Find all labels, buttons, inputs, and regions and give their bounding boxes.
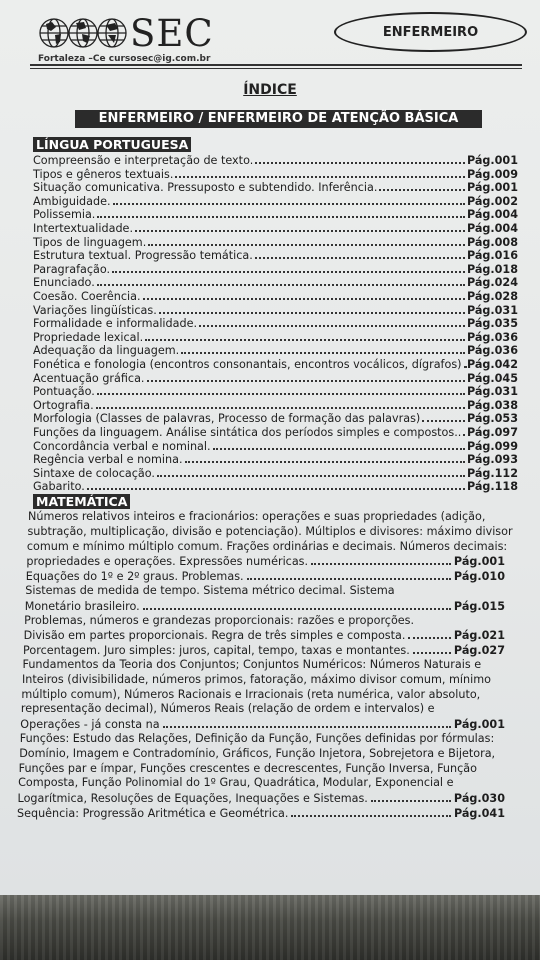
dot-leader bbox=[96, 398, 465, 409]
toc-entry-label: Problemas, números e grandezas proporcionais: razões e proporções. bbox=[24, 613, 415, 627]
toc-row bbox=[24, 628, 505, 642]
toc-row bbox=[33, 303, 518, 316]
toc-entry-page: Pág.041 bbox=[453, 807, 505, 820]
toc-row bbox=[33, 235, 518, 248]
toc-entry-label: Sistemas de medida de tempo. Sistema métrico decimal. Sistema bbox=[25, 584, 395, 597]
toc-entry-label: Porcentagem. Juro simples: juros, capital, tempo, taxas e montantes. bbox=[23, 644, 410, 658]
dot-leader bbox=[422, 411, 465, 422]
toc-entry-page: Pág.030 bbox=[453, 792, 505, 806]
dot-leader bbox=[291, 806, 450, 817]
toc-entry-label: Propriedade lexical. bbox=[33, 330, 144, 344]
toc-row bbox=[33, 221, 518, 234]
toc-entry-page: Pág.010 bbox=[453, 570, 505, 584]
dot-leader bbox=[255, 153, 465, 164]
toc-entry-label: Pontuação. bbox=[33, 385, 95, 399]
toc-row bbox=[25, 599, 505, 613]
toc-entry-page: Pág.038 bbox=[466, 398, 518, 412]
toc-row bbox=[33, 425, 518, 438]
toc-entry-label: Números relativos inteiros e fracionários: operações e suas propriedades (adição, bbox=[28, 510, 486, 523]
toc-row bbox=[23, 643, 505, 657]
toc-entry-page: Pág.045 bbox=[466, 371, 518, 385]
toc-entry-label: Funções: Estudo das Relações, Definição da Função, Funções definidas por fórmulas: bbox=[19, 732, 495, 745]
toc-row bbox=[26, 554, 505, 568]
toc-entry-page: Pág.016 bbox=[466, 249, 518, 263]
toc-entry-label: Paragrafação. bbox=[33, 262, 111, 276]
dot-leader bbox=[163, 717, 451, 728]
toc-row bbox=[33, 439, 518, 452]
toc-entry-label: Tipos e gêneros textuais. bbox=[33, 167, 174, 181]
toc-entry-label: Regência verbal e nomina. bbox=[33, 453, 183, 467]
toc-entry-label: Enunciado. bbox=[33, 276, 95, 290]
dot-leader bbox=[199, 316, 465, 327]
dot-leader bbox=[113, 194, 465, 205]
dot-leader bbox=[413, 643, 451, 654]
toc-entry-page: Pág.028 bbox=[466, 290, 518, 303]
toc-row bbox=[33, 452, 518, 465]
toc-row bbox=[33, 343, 518, 356]
header-rule bbox=[30, 64, 522, 66]
section-band-title: ENFERMEIRO / ENFERMEIRO DE ATENÇÃO BÁSICA bbox=[75, 110, 482, 128]
toc-entry-label: Formalidade e informalidade. bbox=[33, 317, 198, 331]
toc-entry-label: Inteiros (divisibilidade, números primos, fatoração, máximo divisor comum, mínimo bbox=[21, 672, 491, 686]
toc-entry-label: múltiplo comum), Números Racionais e Irracionais (reta numérica, valor absoluto, bbox=[21, 687, 481, 701]
toc-entry-page: Pág.024 bbox=[466, 276, 518, 290]
toc-row bbox=[19, 747, 495, 761]
toc-entry-label: Morfologia (Classes de palavras, Processo de formação das palavras) bbox=[33, 412, 421, 426]
toc-entry-label: Gabarito. bbox=[33, 480, 85, 494]
index-title: ÍNDICE bbox=[243, 82, 297, 98]
toc-entry-label: Divisão em partes proporcionais. Regra de três simples e composta. bbox=[23, 629, 406, 643]
toc-entry-label: comum e mínimo múltiplo comum. Frações ordinárias e decimais. Números decimais: bbox=[26, 539, 508, 553]
globes-logo-icon bbox=[38, 16, 128, 50]
toc-entry-label: Ambiguidade. bbox=[33, 194, 111, 208]
toc-entry-page: Pág.001 bbox=[453, 555, 505, 569]
dot-leader bbox=[145, 330, 465, 341]
dot-leader bbox=[135, 221, 465, 232]
dot-leader bbox=[408, 628, 451, 639]
header-rule-thin bbox=[30, 68, 522, 69]
toc-row bbox=[23, 658, 482, 672]
toc-entry-page: Pág.004 bbox=[466, 208, 518, 222]
dot-leader bbox=[148, 235, 465, 246]
toc-entry-page: Pág.004 bbox=[466, 222, 518, 235]
toc-row bbox=[28, 510, 485, 524]
toc-entry-label: Logarítmica, Resoluções de Equações, Inequações e Sistemas. bbox=[17, 792, 368, 806]
toc-row bbox=[33, 167, 518, 180]
toc-row bbox=[33, 398, 518, 411]
dot-leader bbox=[464, 357, 465, 368]
toc-row bbox=[33, 411, 518, 424]
dot-leader bbox=[97, 384, 465, 395]
toc-row bbox=[18, 776, 453, 790]
toc-entry-page: Pág.097 bbox=[466, 426, 518, 439]
toc-entry-label: Concordância verbal e nominal. bbox=[33, 439, 211, 453]
toc-entry-label: Sintaxe de colocação. bbox=[33, 466, 155, 480]
toc-entry-page: Pág.015 bbox=[453, 599, 505, 613]
toc-row bbox=[18, 791, 505, 805]
dot-leader bbox=[143, 289, 465, 300]
toc-entry-label: Polissemia. bbox=[33, 208, 96, 222]
toc-row bbox=[21, 688, 480, 702]
toc-entry-page: Pág.031 bbox=[466, 303, 518, 317]
toc-entry-page: Pág.112 bbox=[466, 466, 518, 480]
toc-entry-page: Pág.027 bbox=[453, 644, 505, 658]
dot-leader bbox=[371, 791, 451, 802]
toc-entry-label: Funções par e ímpar, Funções crescentes e decrescentes, Função Inversa, Função bbox=[18, 761, 477, 775]
toc-entry-page: Pág.001 bbox=[466, 181, 518, 195]
dot-leader bbox=[87, 479, 465, 490]
toc-entry-label: representação decimal), Números Reais (relação de ordem e intervalos) e bbox=[20, 702, 435, 716]
toc-row bbox=[33, 316, 518, 329]
toc-entry-label: Fonética e fonologia (encontros consonantais, encontros vocálicos, dígrafos) bbox=[33, 358, 462, 371]
toc-entry-page: Pág.035 bbox=[466, 317, 518, 331]
toc-entry-label: Variações lingüísticas. bbox=[33, 303, 157, 317]
toc-row bbox=[33, 330, 518, 343]
toc-entry-label: Coesão. Coerência. bbox=[33, 290, 141, 303]
dot-leader bbox=[247, 569, 451, 580]
dot-leader bbox=[143, 599, 451, 610]
toc-row bbox=[21, 702, 435, 716]
toc-row bbox=[17, 806, 505, 820]
toc-entry-page: Pág.036 bbox=[466, 344, 518, 358]
toc-entry-label: Equações do 1º e 2º graus. Problemas. bbox=[25, 570, 244, 584]
toc-entry-label: Adequação da linguagem. bbox=[33, 344, 180, 358]
toc-row bbox=[33, 357, 518, 370]
dot-leader bbox=[463, 425, 465, 436]
toc-row bbox=[20, 717, 505, 731]
toc-entry-page: Pág.018 bbox=[466, 262, 518, 276]
toc-entry-page: Pág.036 bbox=[466, 330, 518, 344]
toc-entry-page: Pág.001 bbox=[453, 718, 505, 732]
toc-row bbox=[22, 673, 491, 687]
toc-row bbox=[33, 384, 518, 397]
toc-entry-label: Domínio, Imagem e Contradomínio, Gráficos, Função Injetora, Sobrejetora e Bijetora, bbox=[19, 746, 496, 760]
toc-entry-label: Estrutura textual. Progressão temática. bbox=[33, 249, 253, 263]
toc-entry-page: Pág.008 bbox=[466, 235, 518, 249]
toc-entry-label: Monetário brasileiro. bbox=[24, 599, 140, 613]
section-label-lingua: LÍNGUA PORTUGUESA bbox=[33, 137, 191, 152]
toc-entry-label: Fundamentos da Teoria dos Conjuntos; Conjuntos Numéricos: Números Naturais e bbox=[22, 658, 482, 671]
toc-entry-page: Pág.009 bbox=[466, 167, 518, 181]
toc-entry-page: Pág.099 bbox=[466, 439, 518, 453]
toc-entry-page: Pág.042 bbox=[466, 358, 518, 371]
toc-entry-label: Sequência: Progressão Aritmética e Geométrica. bbox=[17, 807, 289, 820]
toc-entry-page: Pág.031 bbox=[466, 385, 518, 399]
dot-leader bbox=[175, 167, 465, 178]
dot-leader bbox=[311, 554, 451, 565]
toc-entry-page: Pág.093 bbox=[466, 453, 518, 467]
toc-entry-label: subtração, multiplicação, divisão e potenciação). Múltiplos e divisores: máximo divisor bbox=[27, 524, 513, 538]
toc-entry-label: Ortografia. bbox=[33, 398, 94, 412]
dot-leader bbox=[213, 439, 465, 450]
toc-row bbox=[20, 732, 495, 746]
toc-entry-page: Pág.053 bbox=[466, 412, 518, 426]
toc-row bbox=[33, 289, 518, 302]
dot-leader bbox=[159, 303, 465, 314]
toc-entry-label: Composta, Função Polinomial do 1º Grau, Quadrática, Modular, Exponencial e bbox=[18, 776, 454, 790]
toc-row bbox=[27, 525, 512, 539]
dot-leader bbox=[97, 207, 465, 218]
section-label-matematica: MATEMÁTICA bbox=[33, 494, 130, 509]
toc-row bbox=[33, 371, 518, 384]
toc-row bbox=[33, 180, 518, 193]
toc-entry-label: Situação comunicativa. Pressuposto e subtendido. Inferência. bbox=[33, 181, 378, 195]
toc-row bbox=[33, 466, 518, 479]
logo-subtitle: Fortaleza –Ce cursosec@ig.com.br bbox=[38, 54, 211, 64]
dot-leader bbox=[147, 371, 465, 382]
toc-row bbox=[33, 194, 518, 207]
toc-entry-label: Operações - já consta na bbox=[20, 718, 160, 732]
dot-leader bbox=[112, 262, 465, 273]
toc-row bbox=[19, 762, 477, 776]
toc-row bbox=[33, 275, 518, 288]
toc-entry-page: Pág.118 bbox=[466, 480, 518, 494]
toc-row bbox=[33, 248, 518, 261]
toc-entry-label: Funções da linguagem. Análise sintática dos períodos simples e compostos.. bbox=[33, 426, 462, 439]
dot-leader bbox=[181, 343, 465, 354]
toc-row bbox=[33, 262, 518, 275]
toc-row bbox=[25, 584, 394, 598]
toc-row bbox=[33, 207, 518, 220]
dot-leader bbox=[157, 466, 465, 477]
toc-entry-page: Pág.002 bbox=[466, 194, 518, 208]
dot-leader bbox=[379, 180, 465, 191]
toc-entry-label: Tipos de linguagem. bbox=[33, 235, 147, 249]
toc-entry-page: Pág.021 bbox=[453, 629, 505, 643]
dot-leader bbox=[255, 248, 465, 259]
toc-row bbox=[27, 540, 507, 554]
toc-entry-label: Compreensão e interpretação de texto. bbox=[33, 154, 254, 167]
dot-leader bbox=[185, 452, 465, 463]
toc-row bbox=[26, 569, 505, 583]
role-badge: ENFERMEIRO bbox=[334, 12, 527, 52]
background-surface bbox=[0, 895, 540, 960]
toc-entry-label: propriedades e operações. Expressões numéricas. bbox=[26, 555, 309, 569]
toc-row bbox=[33, 153, 518, 166]
toc-entry-page: Pág.001 bbox=[466, 154, 518, 167]
toc-entry-label: Acentuação gráfica. bbox=[33, 371, 145, 385]
toc-row bbox=[33, 479, 518, 492]
toc-entry-label: Intertextualidade. bbox=[33, 222, 133, 235]
dot-leader bbox=[97, 275, 465, 286]
toc-row bbox=[24, 614, 414, 628]
logo-text: SEC bbox=[130, 12, 214, 55]
